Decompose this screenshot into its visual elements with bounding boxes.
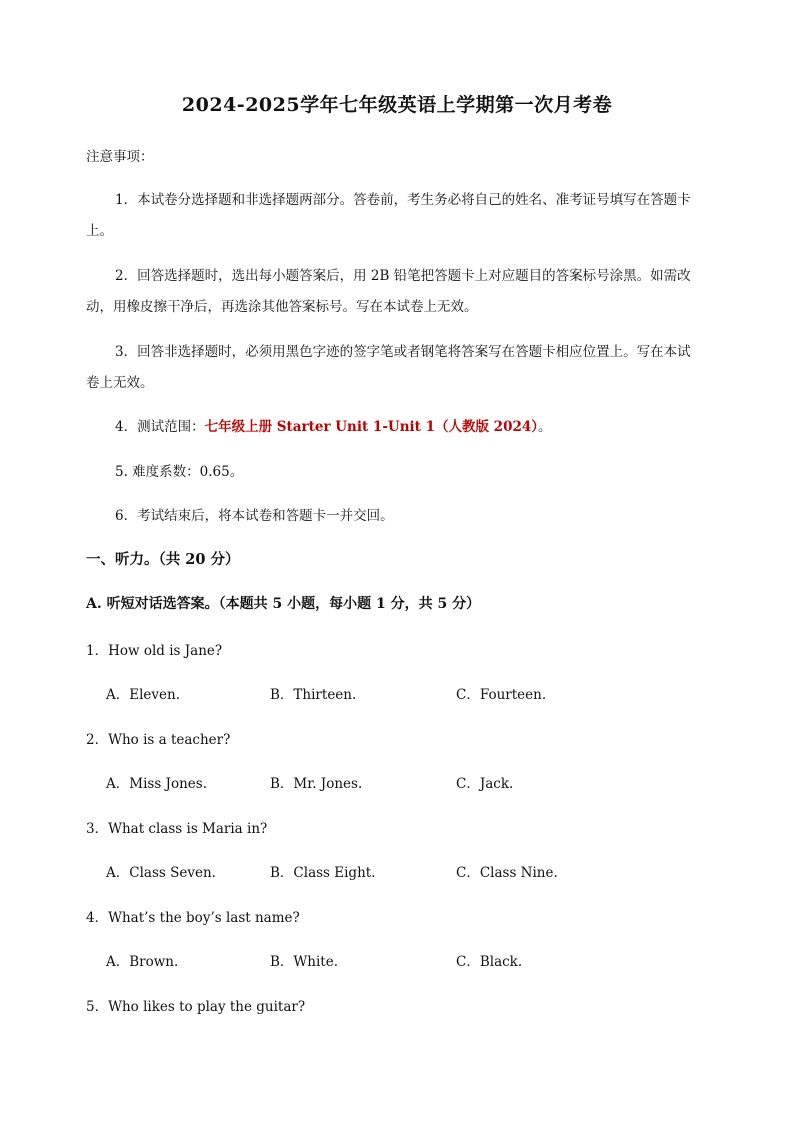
question-1-option-c: C．Fourteen. — [456, 687, 547, 703]
question-2-option-b: B．Mr. Jones. — [270, 776, 363, 792]
question-4: 4．What’s the boy’s last name? — [86, 910, 300, 926]
question-1: 1．How old is Jane? — [86, 643, 223, 659]
question-3-option-c: C．Class Nine. — [456, 865, 558, 881]
test-scope-label: 4．测试范围： — [115, 419, 205, 435]
question-3: 3．What class is Maria in? — [86, 821, 268, 837]
part-a-heading: A. 听短对话选答案。（本题共 5 小题，每小题 1 分，共 5 分） — [86, 596, 481, 612]
exam-title: 2024-2025学年七年级英语上学期第一次月考卷 — [181, 94, 613, 116]
notice-item-1-line-2: 上。 — [86, 223, 113, 239]
question-3-option-a: A．Class Seven. — [106, 865, 216, 881]
question-1-option-a: A．Eleven. — [106, 687, 181, 703]
notice-item-3-line-1: 3．回答非选择题时，必须用黑色字迹的签字笔或者钢笔将答案写在答题卡相应位置上。写在本试 — [115, 344, 691, 360]
question-4-option-b: B．White. — [270, 954, 339, 970]
question-3-option-b: B．Class Eight. — [270, 865, 376, 881]
question-2-option-a: A．Miss Jones. — [106, 776, 207, 792]
test-scope-value: 七年级上册 Starter Unit 1-Unit 1（人教版 2024） — [204, 419, 538, 435]
notice-item-1-line-1: 1．本试卷分选择题和非选择题两部分。答卷前，考生务必将自己的姓名、准考证号填写在答题卡 — [115, 192, 691, 208]
question-4-option-a: A．Brown. — [106, 954, 179, 970]
section-listening-heading: 一、听力。（共 20 分） — [86, 551, 240, 568]
notice-item-4 — [115, 415, 552, 435]
question-1-option-b: B．Thirteen. — [270, 687, 357, 703]
notice-item-3-line-2: 卷上无效。 — [86, 375, 154, 391]
notice-item-2-line-2: 动，用橡皮擦干净后，再选涂其他答案标号。写在本试卷上无效。 — [86, 299, 478, 315]
notice-item-6: 6．考试结束后，将本试卷和答题卡一并交回。 — [115, 508, 394, 524]
notice-item-5: 5. 难度系数：0.65。 — [115, 464, 244, 480]
notice-heading: 注意事项： — [86, 149, 154, 165]
question-2-option-c: C．Jack. — [456, 776, 514, 792]
question-5: 5．Who likes to play the guitar? — [86, 999, 306, 1015]
notice-item-2-line-1: 2．回答选择题时，选出每小题答案后，用 2B 铅笔把答题卡上对应题目的答案标号涂黑。如需改 — [115, 268, 691, 284]
test-scope-period: 。 — [538, 419, 552, 435]
question-2: 2．Who is a teacher? — [86, 732, 231, 748]
question-4-option-c: C．Black. — [456, 954, 523, 970]
